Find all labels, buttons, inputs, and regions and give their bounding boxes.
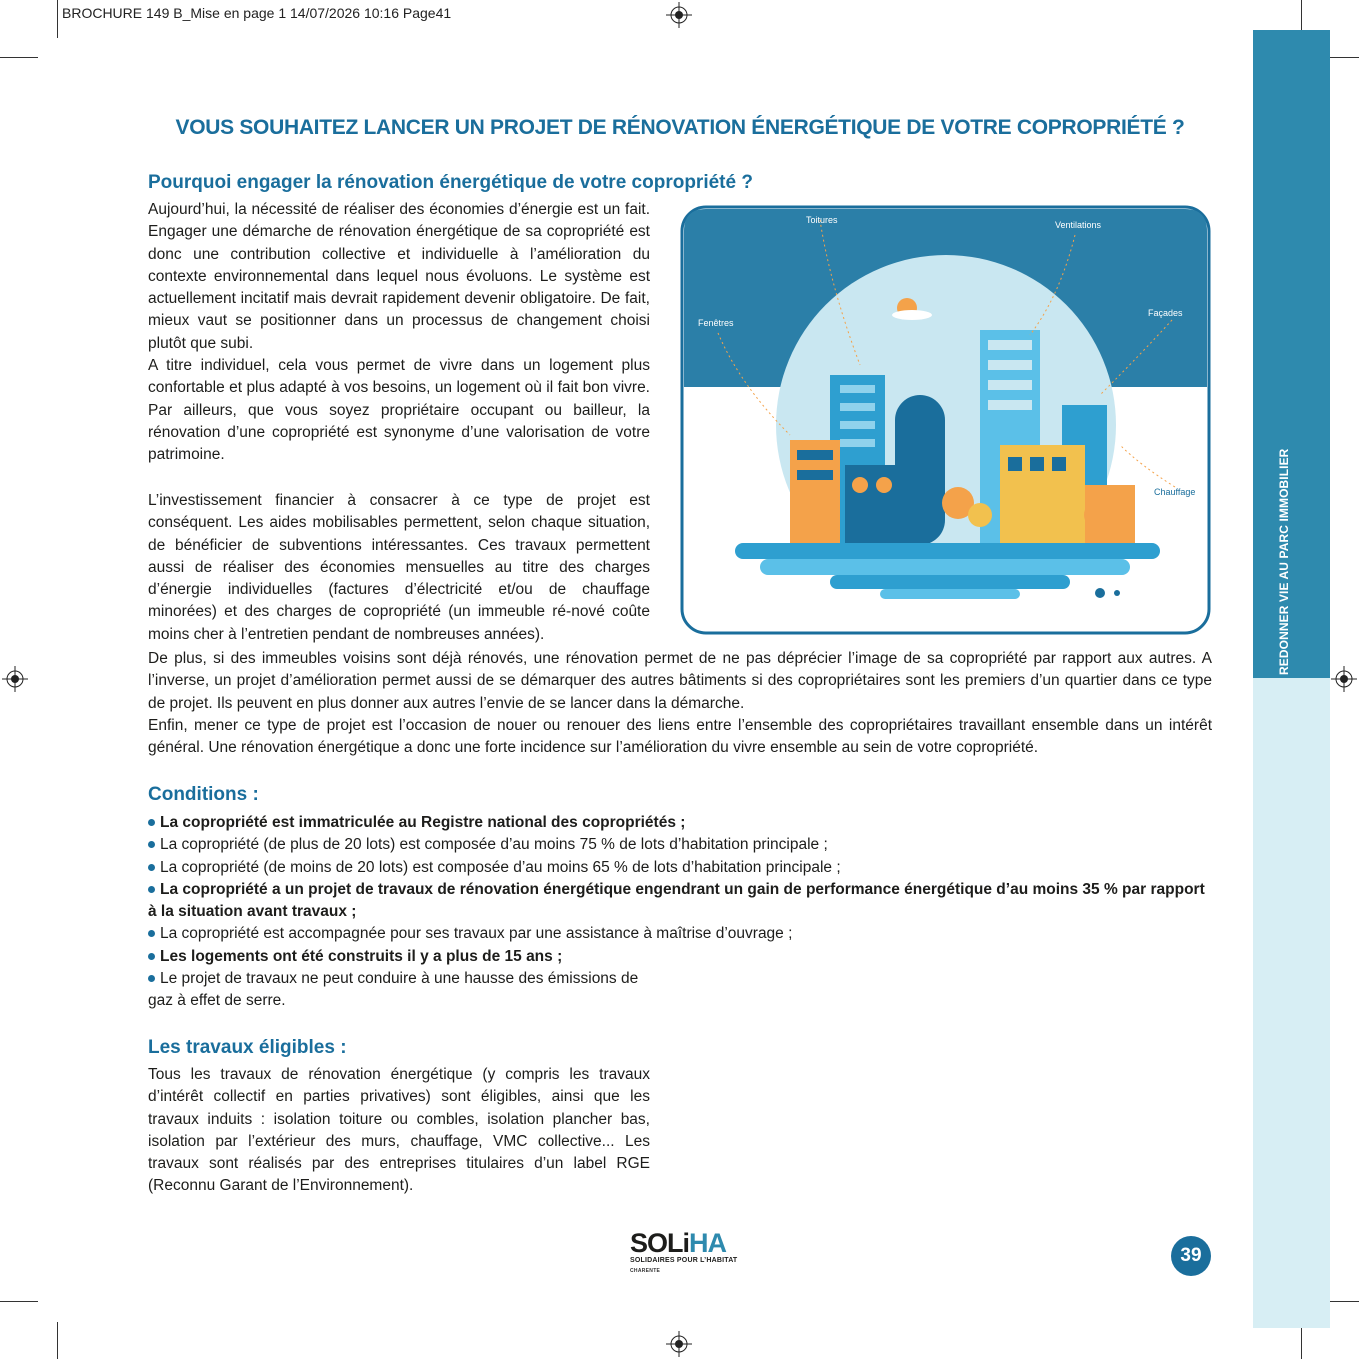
list-item: La copropriété est immatriculée au Registre national des copropriétés ; <box>148 812 1212 834</box>
section-heading: Les travaux éligibles : <box>148 1037 347 1058</box>
crop-mark <box>0 57 38 58</box>
list-item: La copropriété a un projet de travaux de rénovation énergétique engendrant un gain de performance énergétique d’au moins 35 % par rapport à la situation avant travaux ; <box>148 880 1205 921</box>
print-slug: BROCHURE 149 B_Mise en page 1 14/07/2026 10:16 Page41 <box>62 5 452 21</box>
illustration-label: Façades <box>1148 308 1183 318</box>
crop-mark <box>57 1322 58 1359</box>
registration-mark-icon <box>1331 666 1357 692</box>
section-heading: Pourquoi engager la rénovation énergétique de votre copropriété ? <box>148 172 753 193</box>
conditions-list <box>148 812 1212 1013</box>
crop-mark <box>0 1301 38 1302</box>
paragraph: L’investissement financier à consacrer à ce type de projet est conséquent. Les aides mobilisables permettent, selon chaque situation, de bénéficier de subventions intéressantes. Ces travaux permettent aussi de réaliser des économies mensuelles au titre des charges d’énergie individuelles (factures d’électricité et/ou de chauffage minorées) et des charges de copropriété (un immeuble ré-nové coûte moins cher à l’entretien pendant de nombreuses années). <box>148 492 650 643</box>
paragraph: Aujourd’hui, la nécessité de réaliser des économies d’énergie est un fait. Engager une démarche de rénovation énergétique de sa copropriété est donc une contribution collective et individuelle à l’amélioration du contexte environnemental dans lequel nous évoluons. Le système est actuellement incitatif mais devrait rapidement devenir obligatoire. De fait, mieux vaut se positionner dans un processus de changement choisi plutôt que subi. <box>148 201 650 352</box>
list-item: Les logements ont été construits il y a plus de 15 ans ; <box>148 946 1212 968</box>
illustration-label: Chauffage <box>1154 487 1196 497</box>
sidebar-band-light <box>1253 678 1330 1328</box>
illustration-label: Toitures <box>806 215 838 225</box>
paragraph: Enfin, mener ce type de projet est l’occasion de nouer ou renouer des liens entre l’ensemble des copropriétaires travaillant ensemble dans un intérêt général. Une rénovation énergétique a donc une forte incidence sur l’amélioration du vivre ensemble au sein de votre copropriété. <box>148 717 1212 757</box>
list-item: La copropriété (de plus de 20 lots) est composée d’au moins 75 % de lots d’habitation principale ; <box>148 834 1212 856</box>
sidebar-band <box>1253 30 1330 678</box>
section-heading: Conditions : <box>148 784 259 805</box>
registration-mark-icon <box>666 1331 692 1357</box>
registration-mark-icon <box>2 666 28 692</box>
registration-mark-icon <box>666 2 692 28</box>
illustration-label: Ventilations <box>1055 220 1102 230</box>
paragraph: A titre individuel, cela vous permet de vivre dans un logement plus confortable et plus adapté à vos besoins, un logement où il fait bon vivre. Par ailleurs, que vous soyez propriétaire occupant ou bailleur, la rénovation d’une copropriété est synonyme d’une valorisation de votre patrimoine. <box>148 357 650 464</box>
city-illustration <box>680 205 1211 635</box>
list-item: La copropriété (de moins de 20 lots) est composée d’au moins 65 % de lots d’habitation principale ; <box>148 857 1212 879</box>
list-item: Le projet de travaux ne peut conduire à une hausse des émissions de gaz à effet de serre. <box>148 970 639 1010</box>
page-title: VOUS SOUHAITEZ LANCER UN PROJET DE RÉNOVATION ÉNERGÉTIQUE DE VOTRE COPROPRIÉTÉ ? <box>175 116 1185 139</box>
paragraph: Tous les travaux de rénovation énergétique (y compris les travaux d’intérêt collectif en parties privatives) sont éligibles, ainsi que les travaux induits : isolation toiture ou combles, isolation plancher bas, isolation par l’extérieur des murs, chauffage, VMC collective... Les travaux sont réalisés par des entreprises titulaires d’un label RGE (Reconnu Garant de l’Environnement). <box>148 1066 650 1195</box>
illustration-label: Fenêtres <box>698 318 734 328</box>
page-number: 39 <box>1171 1236 1211 1276</box>
paragraph: De plus, si des immeubles voisins sont déjà rénovés, une rénovation permet de ne pas déprécier l’image de sa copropriété par rapport aux autres. A l’inverse, un projet d’amélioration permet aussi de se démarquer des autres bâtiments si des copropriétaires sont les premiers d’un quartier dans ce type de projet. Ils peuvent en plus donner aux autres l’envie de se lancer dans la démarche. <box>148 650 1212 712</box>
soliha-logo: SOLiHA SOLIDAIRES POUR L’HABITAT CHARENTE <box>630 1228 738 1274</box>
list-item: La copropriété est accompagnée pour ses travaux par une assistance à maîtrise d’ouvrage ; <box>148 923 1212 945</box>
crop-mark <box>57 0 58 38</box>
